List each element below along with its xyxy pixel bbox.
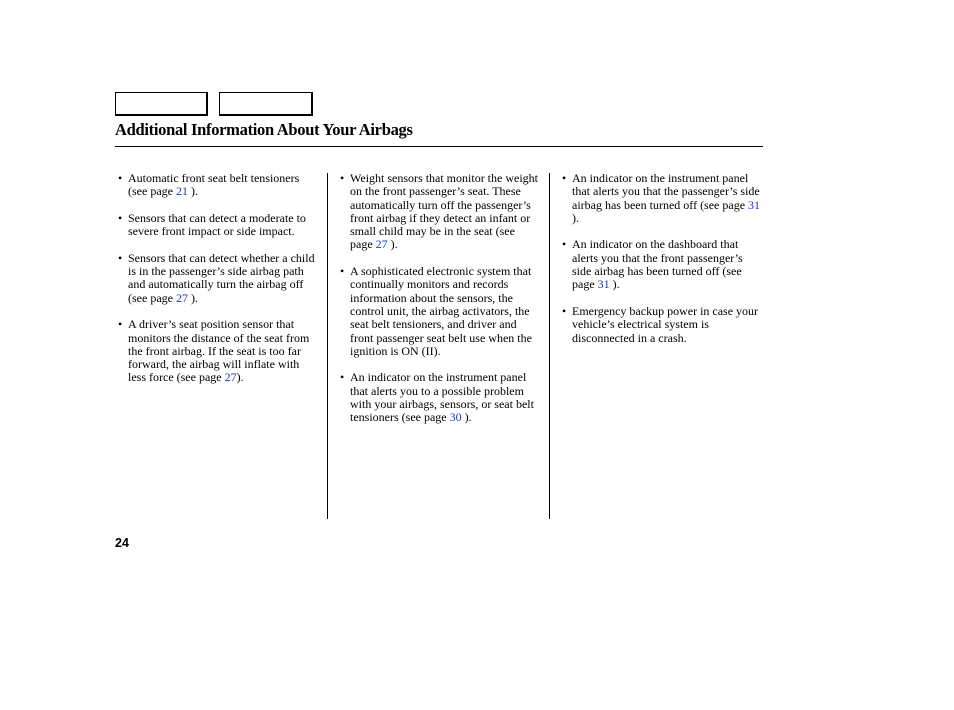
bullet-text: Weight sensors that monitor the weight on the front passenger’s seat. These automatically turn off the passenger’s front airbag if they detect an infant or small child may be in the seat (see page [350,171,539,252]
bullet-text: An indicator on the instrument panel that alerts you that the passenger’s side airbag has been turned off (see page [572,171,760,212]
bullet-text: A driver’s seat position sensor that monitors the distance of the seat from the front airbag. If the seat is too far forward, the airbag will inflate with less force (see page [128,317,310,385]
bullet-text: ). [572,210,579,225]
page-reference-link[interactable]: 27 [375,237,388,252]
bullet-item [118,252,318,305]
bullet-item [562,172,762,225]
bullet-item [340,371,540,424]
title-underline-divider [115,146,763,147]
bullet-list [118,172,318,385]
page-reference-link[interactable]: 27 [175,290,188,305]
bullet-item [562,238,762,291]
nav-button-next[interactable] [219,92,313,116]
bullet-text: ). [387,237,398,252]
bullet-text: An indicator on the instrument panel that alerts you to a possible problem with your airbags, sensors, or seat belt tensioners (see page [350,370,534,425]
bullet-text: ). [187,184,198,199]
page-reference-link[interactable]: 30 [449,410,462,425]
page-reference-link[interactable]: 31 [597,277,610,292]
nav-button-previous[interactable] [115,92,208,116]
bullet-item [340,172,540,252]
bullet-text: An indicator on the dashboard that alerts you that the front passenger’s side airbag has been turned off (see page [572,237,743,292]
bullet-text: A sophisticated electronic system that continually monitors and records information about the sensors, the control unit, the airbag activators, the seat belt tensioners, and driver and front passenger seat belt use when the ignition is ON (II). [350,264,532,358]
bullet-item [118,172,318,199]
bullet-text: Automatic front seat belt tensioners (see page [128,171,300,199]
bullet-text: ). [236,370,244,385]
bullet-item [118,212,318,239]
bullet-item [118,318,318,384]
bullet-text: ). [187,290,198,305]
bullet-item [340,265,540,358]
column-divider [549,173,550,519]
page-number: 24 [115,536,129,550]
page-reference-link[interactable]: 31 [748,197,761,212]
bullet-text: Emergency backup power in case your vehicle’s electrical system is disconnected in a crash. [572,303,759,345]
column-divider [327,173,328,519]
bullet-list [562,172,762,345]
bullet-text: ). [609,277,620,292]
bullet-text: ). [461,410,472,425]
page-reference-link[interactable]: 21 [175,184,188,199]
content-column-2 [340,172,540,438]
bullet-text: Sensors that can detect whether a child is in the passenger’s side airbag path and automatically turn the airbag off (see page [128,250,315,305]
bullet-list [340,172,540,425]
bullet-item [562,305,762,345]
page-reference-link[interactable]: 27 [224,370,237,385]
page-title: Additional Information About Your Airbags [115,120,413,139]
content-column-1 [118,172,318,398]
content-column-3 [562,172,762,358]
bullet-text: Sensors that can detect a moderate to severe front impact or side impact. [128,210,306,239]
